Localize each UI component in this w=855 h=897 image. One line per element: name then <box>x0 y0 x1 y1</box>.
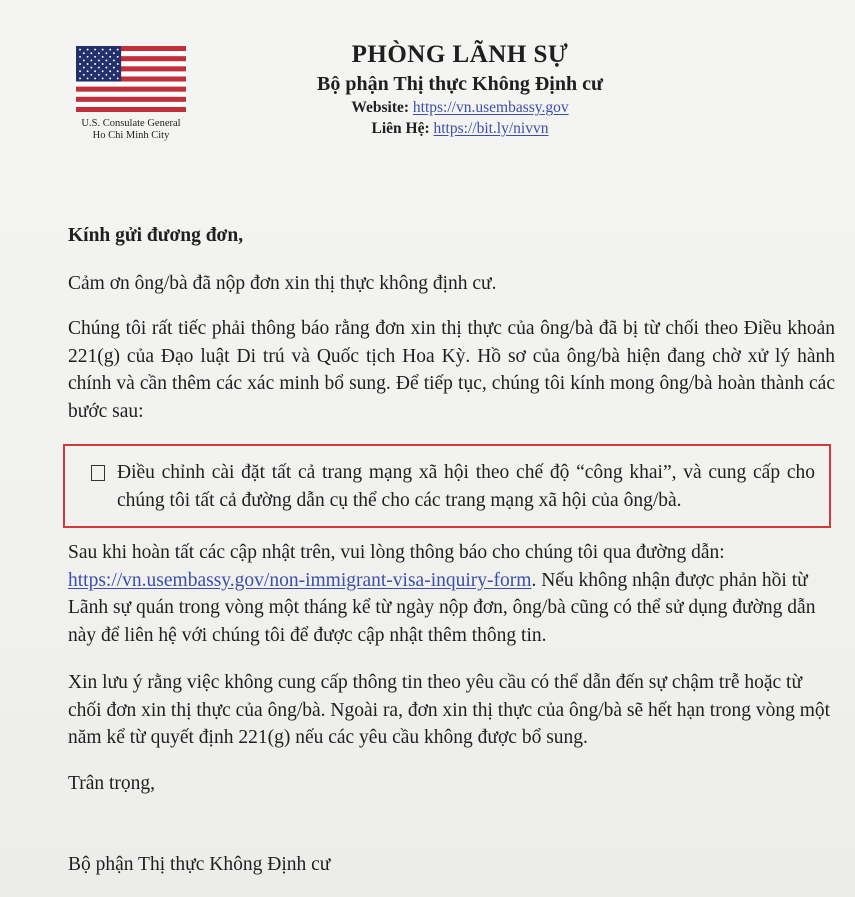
letter-body <box>68 222 835 879</box>
signoff: Bộ phận Thị thực Không Định cư <box>68 854 331 875</box>
notice-paragraph: Chúng tôi rất tiếc phải thông báo rằng đơn xin thị thực của ông/bà đã bị từ chối theo Điều khoản 221(g) của Đạo luật Di trú và Quốc tịch Hoa Kỳ. Hồ sơ của ông/bà hiện đang chờ xử lý hành chính và cần thêm các xác minh bổ sung. Để tiếp tục, chúng tôi kính mong ông/bà hoàn thành các bước sau: <box>68 318 835 422</box>
office-title: PHÒNG LÃNH SỰ <box>351 41 569 68</box>
follow-up-suffix: . Nếu không nhận được phản hồi từ Lãnh sự quán trong vòng một tháng kể từ ngày nộp đơn, ông/bà cũng có thể sử dụng đường dẫn này để liên hệ với chúng tôi để được cập nhật thêm thông tin. <box>68 569 816 646</box>
logo-caption-line2: Ho Chi Minh City <box>92 130 170 141</box>
logo-caption-line1: U.S. Consulate General <box>81 118 181 129</box>
thanks-paragraph: Cảm ơn ông/bà đã nộp đơn xin thị thực không định cư. <box>68 272 497 294</box>
greeting: Kính gửi đương đơn, <box>68 225 244 246</box>
contact-label: Liên Hệ: <box>371 120 430 137</box>
follow-up-prefix: Sau khi hoàn tất các cập nhật trên, vui lòng thông báo cho chúng tôi qua đường dẫn: <box>68 542 725 563</box>
inquiry-form-link[interactable]: https://vn.usembassy.gov/non-immigrant-visa-inquiry-form <box>68 569 532 591</box>
requirement-text: Điều chỉnh cài đặt tất cả trang mạng xã hội theo chế độ “công khai”, và cung cấp cho chúng tôi tất cả đường dẫn cụ thể cho các trang mạng xã hội của ông/bà. <box>117 462 815 511</box>
website-link[interactable]: https://vn.usembassy.gov <box>412 99 569 116</box>
us-flag-icon <box>76 46 186 112</box>
office-subtitle: Bộ phận Thị thực Không Định cư <box>317 73 603 95</box>
letterhead <box>250 40 670 139</box>
contact-link[interactable]: https://bit.ly/nivvn <box>433 120 549 137</box>
contact-line <box>250 118 670 139</box>
checkbox-icon <box>91 465 105 481</box>
follow-up-paragraph <box>68 539 835 649</box>
closing: Trân trọng, <box>68 772 156 794</box>
website-line <box>250 97 670 118</box>
website-label: Website: <box>351 99 410 116</box>
logo-caption <box>60 118 202 142</box>
consulate-logo <box>60 46 202 142</box>
requirement-highlight-box <box>63 444 831 528</box>
warning-paragraph: Xin lưu ý rằng việc không cung cấp thông tin theo yêu cầu có thể dẫn đến sự chậm trễ hoặc từ chối đơn xin thị thực của ông/bà. Ngoài ra, đơn xin thị thực của ông/bà sẽ hết hạn trong vòng một năm kể từ quyết định 221(g) nếu các yêu cầu không được bổ sung. <box>68 672 831 748</box>
